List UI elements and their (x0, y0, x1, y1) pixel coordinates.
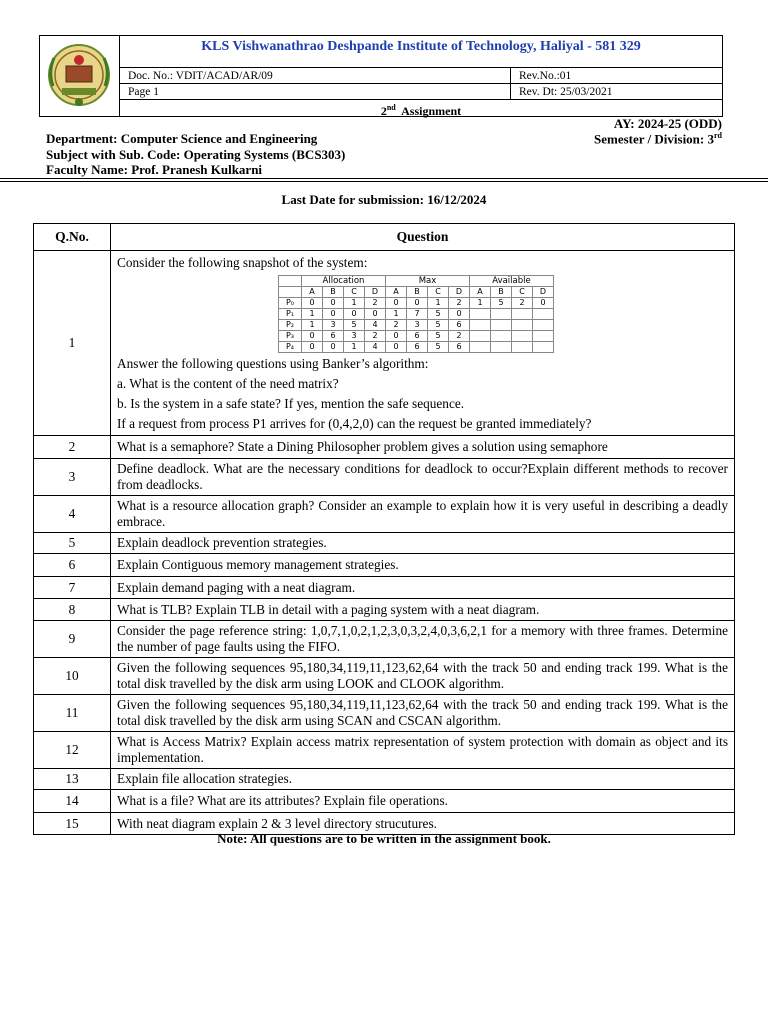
snapshot-corner (279, 287, 302, 298)
snapshot-process: P₃ (279, 331, 302, 342)
snapshot-cell (470, 331, 491, 342)
question-text: What is Access Matrix? Explain access matrix representation of system protection with domain as object and its implementation. (111, 732, 735, 769)
question-number: 15 (34, 813, 111, 835)
questions-table (33, 223, 735, 835)
snapshot-col-header: C (344, 287, 365, 298)
semester-division (594, 131, 722, 147)
snapshot-cell: 0 (302, 342, 323, 353)
table-row (34, 577, 735, 599)
snapshot-cell: 3 (344, 331, 365, 342)
snapshot-cell (491, 320, 512, 331)
snapshot-cell: 2 (365, 298, 386, 309)
snapshot-cell: 0 (344, 309, 365, 320)
snapshot-cell (533, 342, 554, 353)
snapshot-cell: 5 (428, 309, 449, 320)
q1-line: Answer the following questions using Banker’s algorithm: (117, 356, 429, 371)
snapshot-process: P₁ (279, 309, 302, 320)
snapshot-cell (512, 342, 533, 353)
snapshot-group-header: Available (470, 276, 554, 287)
snapshot-cell: 2 (449, 298, 470, 309)
snapshot-cell: 6 (407, 331, 428, 342)
table-row (34, 769, 735, 790)
snapshot-col-header: B (323, 287, 344, 298)
snapshot-cell: 0 (386, 331, 407, 342)
subject: Subject with Sub. Code: Operating Systems (BCS303) (46, 147, 346, 162)
table-row (34, 599, 735, 621)
question-number: 9 (34, 621, 111, 658)
question-number: 8 (34, 599, 111, 621)
snapshot-cell (491, 342, 512, 353)
snapshot-row (279, 309, 554, 320)
snapshot-cell (533, 309, 554, 320)
snapshot-col-header: B (407, 287, 428, 298)
snapshot-cell: 1 (344, 342, 365, 353)
snapshot-row (279, 342, 554, 353)
snapshot-cell: 6 (407, 342, 428, 353)
question-number: 12 (34, 732, 111, 769)
snapshot-cell (533, 331, 554, 342)
question-number: 6 (34, 554, 111, 577)
question-text: Consider the page reference string: 1,0,7,1,0,2,1,2,3,0,3,2,4,0,3,6,2,1 for a memory with three frames. Determine the number of page faults using the FIFO. (111, 621, 735, 658)
question-number: 13 (34, 769, 111, 790)
snapshot-process: P₀ (279, 298, 302, 309)
snapshot-cell: 0 (386, 298, 407, 309)
snapshot-cell: 0 (365, 309, 386, 320)
snapshot-process: P₄ (279, 342, 302, 353)
institute-title: KLS Vishwanathrao Deshpande Institute of Technology, Haliyal - 581 329 (119, 35, 723, 68)
snapshot-cell: 0 (323, 309, 344, 320)
snapshot-row (279, 298, 554, 309)
snapshot-table (278, 275, 554, 353)
last-date: Last Date for submission: 16/12/2024 (281, 192, 487, 207)
snapshot-cell: 0 (302, 298, 323, 309)
snapshot-cell (533, 320, 554, 331)
faculty-name: Faculty Name: Prof. Pranesh Kulkarni (46, 162, 263, 177)
snapshot-cell: 4 (365, 342, 386, 353)
revision-date: Rev. Dt: 25/03/2021 (510, 83, 723, 100)
question-number: 10 (34, 658, 111, 695)
question-text: Explain demand paging with a neat diagram. (111, 577, 735, 599)
snapshot-cell (512, 309, 533, 320)
table-row (34, 621, 735, 658)
snapshot-group-row (279, 276, 554, 287)
q1-line: If a request from process P1 arrives for (0,4,2,0) can the request be granted immediately? (117, 416, 592, 431)
table-row (34, 658, 735, 695)
snapshot-cell: 2 (449, 331, 470, 342)
snapshot-cell: 2 (512, 298, 533, 309)
table-row (34, 459, 735, 496)
revision-number: Rev.No.:01 (510, 67, 723, 84)
question-text: What is a file? What are its attributes? Explain file operations. (111, 790, 735, 813)
snapshot-cell: 0 (302, 331, 323, 342)
snapshot-cell: 0 (449, 309, 470, 320)
snapshot-row (279, 320, 554, 331)
q1-line: b. Is the system in a safe state? If yes, mention the safe sequence. (117, 396, 465, 411)
snapshot-cell: 1 (386, 309, 407, 320)
table-row (34, 251, 735, 436)
assignment-number: 2 (380, 104, 387, 118)
question-text: With neat diagram explain 2 & 3 level directory strucutures. (111, 813, 735, 835)
snapshot-cell: 0 (386, 342, 407, 353)
snapshot-cell: 7 (407, 309, 428, 320)
question-number: 2 (34, 436, 111, 459)
snapshot-cell (512, 331, 533, 342)
snapshot-cell (470, 309, 491, 320)
snapshot-cell (470, 342, 491, 353)
snapshot-cell: 5 (491, 298, 512, 309)
question-text: Explain Contiguous memory management strategies. (111, 554, 735, 577)
table-row (34, 790, 735, 813)
question-number: 11 (34, 695, 111, 732)
snapshot-cell: 0 (533, 298, 554, 309)
snapshot-cell (512, 320, 533, 331)
assignment-suffix: nd (386, 103, 396, 112)
question-text: Explain deadlock prevention strategies. (111, 533, 735, 554)
question-number: 3 (34, 459, 111, 496)
table-header-row (34, 224, 735, 251)
question-number: 7 (34, 577, 111, 599)
question-text: Given the following sequences 95,180,34,119,11,123,62,64 with the track 50 and ending track 199. What is the total disk travelled by the disk arm using SCAN and CSCAN algorithm. (111, 695, 735, 732)
snapshot-cell: 5 (428, 320, 449, 331)
question-text (111, 251, 735, 436)
snapshot-col-header: D (533, 287, 554, 298)
note: Note: All questions are to be written in the assignment book. (217, 831, 551, 846)
snapshot-group-header: Max (386, 276, 470, 287)
snapshot-cell: 6 (449, 342, 470, 353)
snapshot-col-header: C (428, 287, 449, 298)
snapshot-corner (279, 276, 302, 287)
snapshot-col-row (279, 287, 554, 298)
table-row (34, 496, 735, 533)
snapshot-col-header: C (512, 287, 533, 298)
logo-cell (39, 35, 119, 117)
snapshot-cell: 0 (323, 298, 344, 309)
question-text: What is TLB? Explain TLB in detail with a paging system with a neat diagram. (111, 599, 735, 621)
snapshot-cell: 1 (302, 320, 323, 331)
q1-line: a. What is the content of the need matrix? (117, 376, 339, 391)
snapshot-cell: 1 (428, 298, 449, 309)
snapshot-cell (470, 320, 491, 331)
snapshot-col-header: A (302, 287, 323, 298)
snapshot-col-header: D (365, 287, 386, 298)
snapshot-cell (491, 331, 512, 342)
table-row (34, 533, 735, 554)
snapshot-col-header: D (449, 287, 470, 298)
snapshot-cell: 5 (344, 320, 365, 331)
snapshot-cell (491, 309, 512, 320)
doc-number: Doc. No.: VDIT/ACAD/AR/09 (119, 67, 511, 84)
question-number: 4 (34, 496, 111, 533)
snapshot-cell: 5 (428, 331, 449, 342)
semester-text: Semester / Division: 3 (594, 131, 714, 147)
snapshot-col-header: B (491, 287, 512, 298)
snapshot-row (279, 331, 554, 342)
question-text: What is a semaphore? State a Dining Philosopher problem gives a solution using semaphore (111, 436, 735, 459)
q1-lines (117, 353, 728, 434)
department: Department: Computer Science and Engineering (46, 131, 318, 146)
col-question-header: Question (111, 224, 735, 251)
table-row (34, 695, 735, 732)
question-number: 14 (34, 790, 111, 813)
snapshot-cell: 6 (323, 331, 344, 342)
question-text: Explain file allocation strategies. (111, 769, 735, 790)
institute-logo (40, 36, 118, 116)
snapshot-cell: 4 (365, 320, 386, 331)
snapshot-cell: 1 (344, 298, 365, 309)
snapshot-cell: 3 (323, 320, 344, 331)
question-text: Given the following sequences 95,180,34,119,11,123,62,64 with the track 50 and ending track 199. What is the total disk travelled by the disk arm using LOOK and CLOOK algorithm. (111, 658, 735, 695)
snapshot-group-header: Allocation (302, 276, 386, 287)
divider-line (0, 178, 768, 179)
snapshot-cell: 1 (302, 309, 323, 320)
snapshot-cell: 0 (323, 342, 344, 353)
snapshot-cell: 2 (365, 331, 386, 342)
snapshot-cell: 3 (407, 320, 428, 331)
snapshot-cell: 2 (386, 320, 407, 331)
divider-line (0, 181, 768, 182)
semester-suffix: rd (714, 131, 722, 140)
q1-intro: Consider the following snapshot of the system: (117, 255, 368, 270)
question-text: What is a resource allocation graph? Consider an example to explain how it is very useful in describing a deadly embrace. (111, 496, 735, 533)
snapshot-col-header: A (386, 287, 407, 298)
snapshot-cell: 1 (470, 298, 491, 309)
table-row (34, 554, 735, 577)
page-number: Page 1 (119, 83, 511, 100)
question-number: 5 (34, 533, 111, 554)
snapshot-wrap (117, 273, 728, 353)
question-text: Define deadlock. What are the necessary conditions for deadlock to occur?Explain different methods to recover from deadlocks. (111, 459, 735, 496)
snapshot-process: P₂ (279, 320, 302, 331)
table-row (34, 436, 735, 459)
snapshot-cell: 5 (428, 342, 449, 353)
snapshot-cell: 0 (407, 298, 428, 309)
academic-year: AY: 2024-25 (ODD) (613, 116, 722, 131)
snapshot-col-header: A (470, 287, 491, 298)
col-qno-header: Q.No. (34, 224, 111, 251)
snapshot-cell: 6 (449, 320, 470, 331)
assignment-heading (119, 99, 723, 117)
table-row (34, 732, 735, 769)
question-number: 1 (34, 251, 111, 436)
assignment-word: Assignment (401, 104, 462, 118)
